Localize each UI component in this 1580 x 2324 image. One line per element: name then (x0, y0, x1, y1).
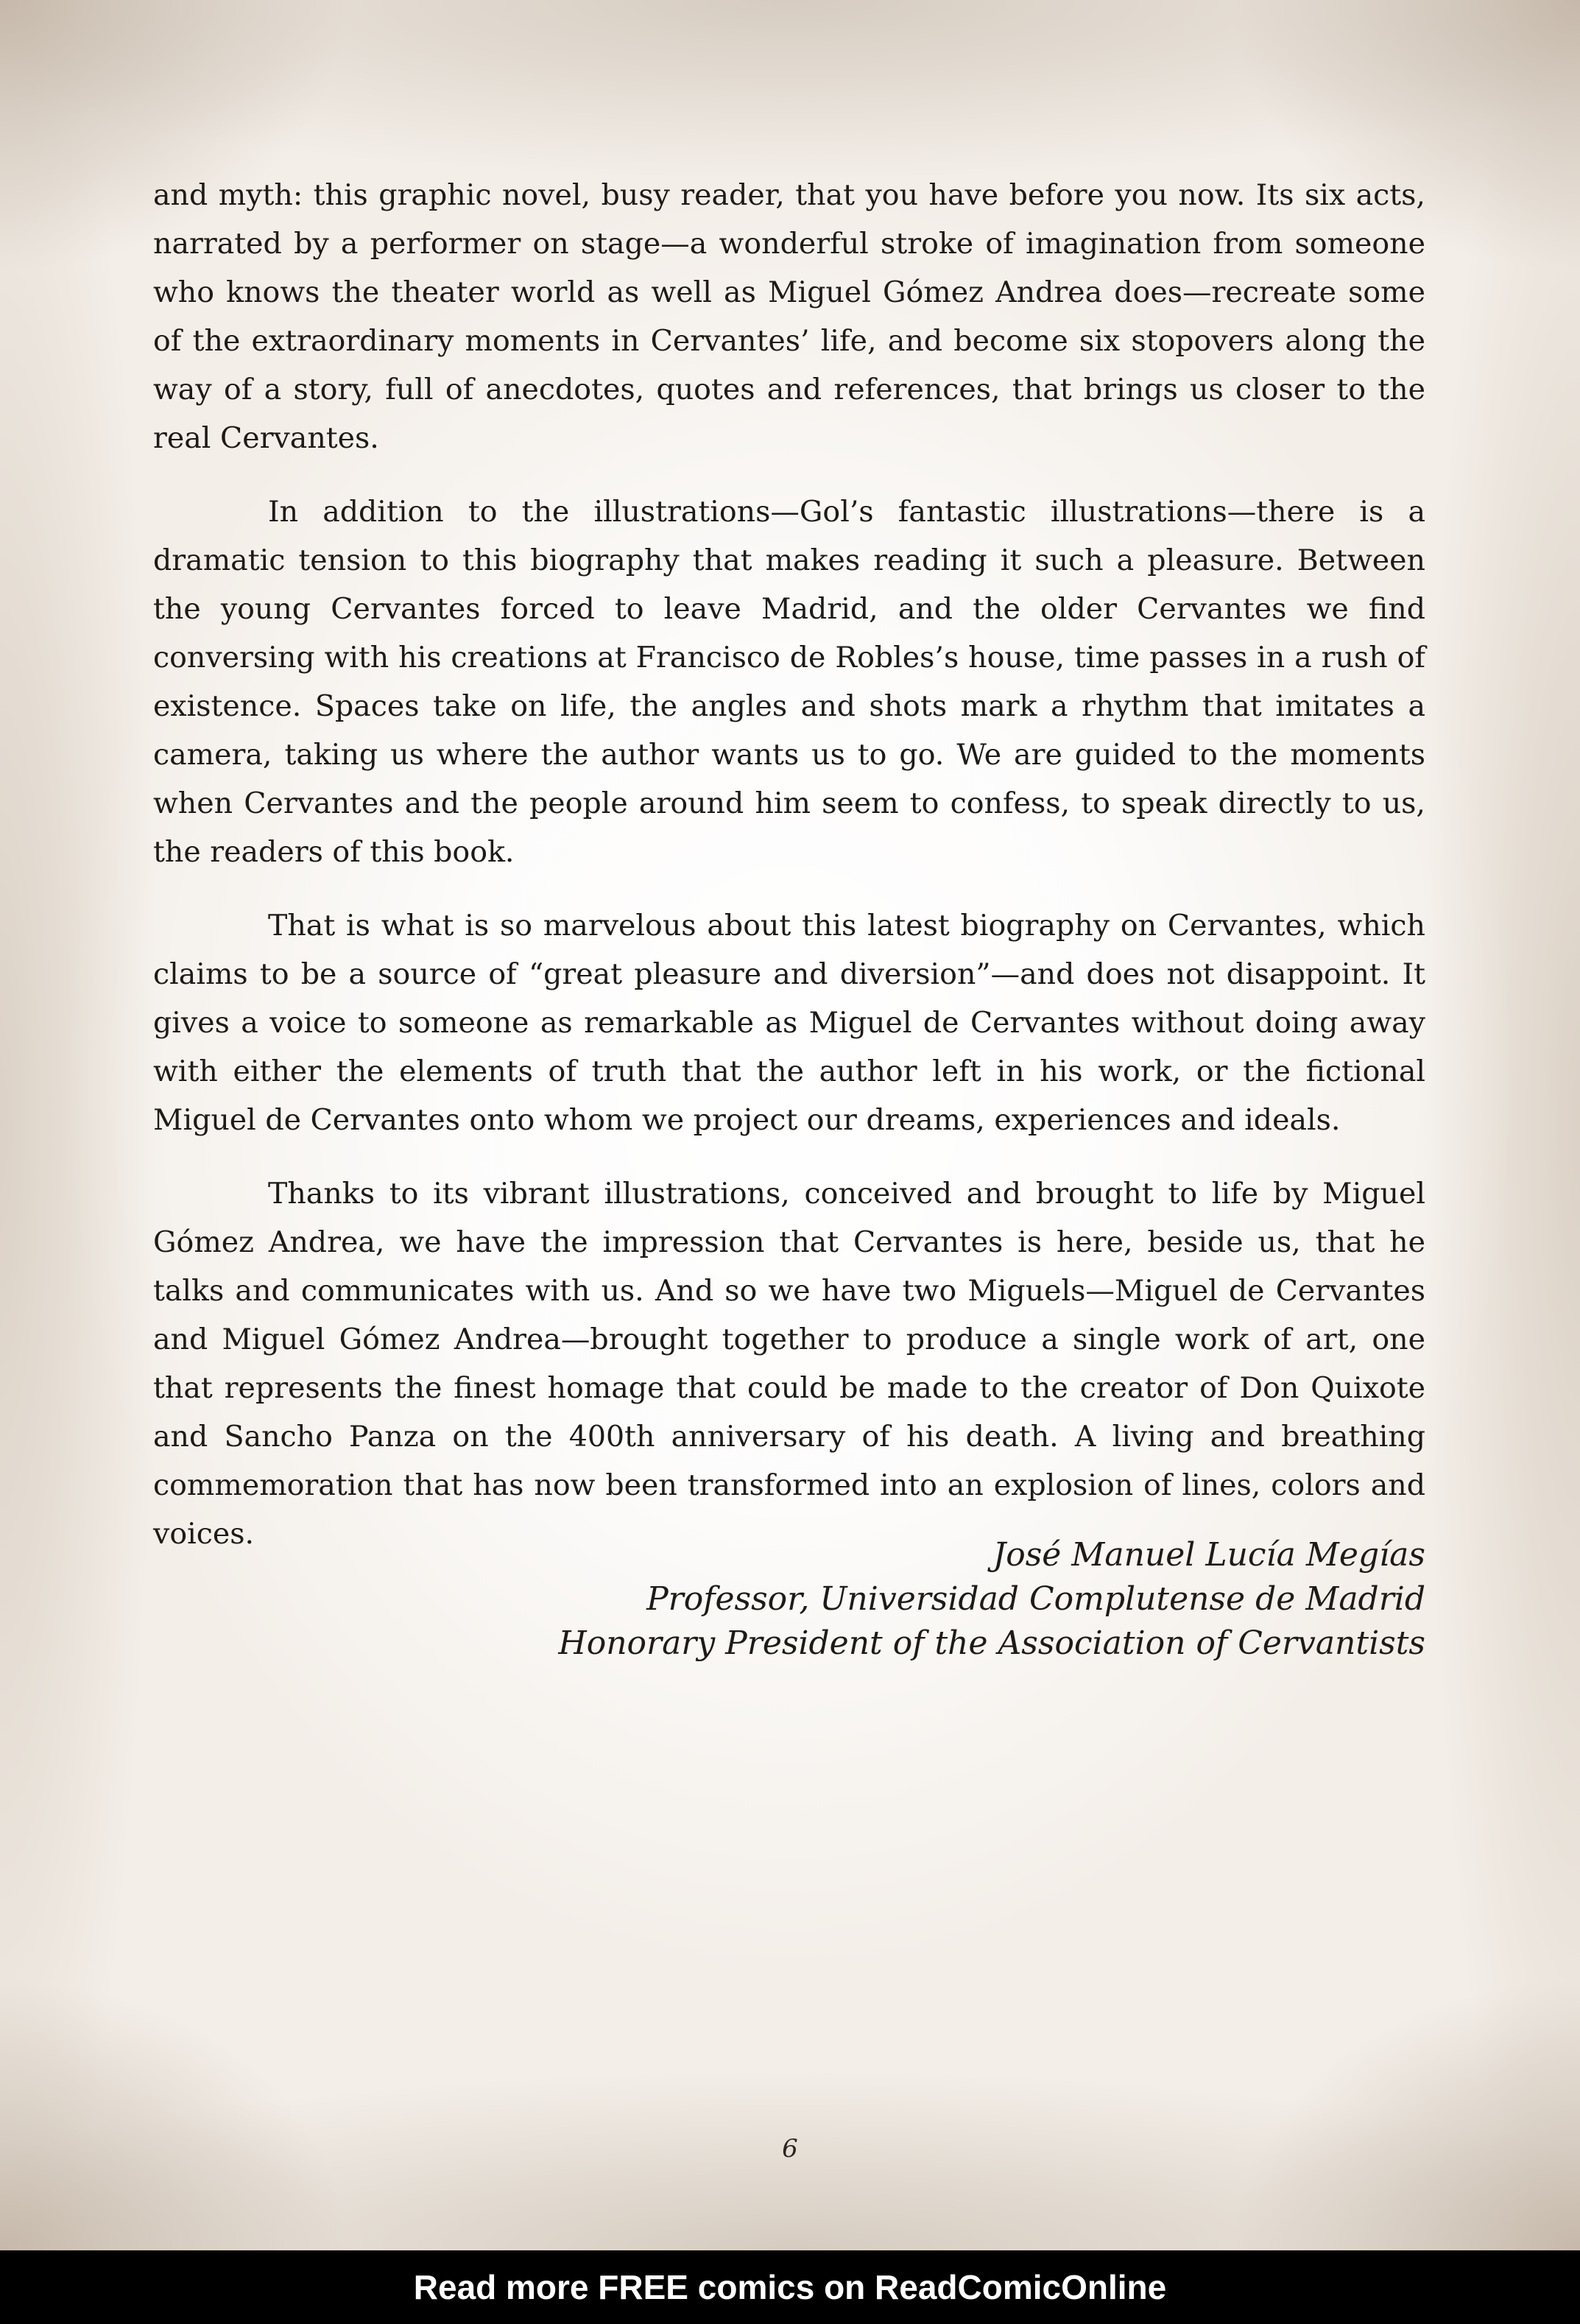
paragraph-4: Thanks to its vibrant illustrations, conceived and brought to life by Miguel Gómez Andrea, we have the impression that Cervantes is here, beside us, that he talks and communicates with us. And so we have two Miguels—Miguel de Cervantes and Miguel Gómez Andrea—brought together to produce a single work of art, one that represents the finest homage that could be made to the creator of Don Quixote and Sancho Panza on the 400th anniversary of his death. A living and breathing commemoration that has now been transformed into an explosion of lines, colors and voices. (153, 1177, 1425, 1551)
paragraph-1: and myth: this graphic novel, busy reader, that you have before you now. Its six acts, narrated by a performer on stage—a wonderful stroke of imagination from someone who knows the theater world as well as Miguel Gómez Andrea does—recreate some of the extraordinary moments in Cervantes’ life, and become six stopovers along the way of a story, full of anecdotes, quotes and references, that brings us closer to the real Cervantes. (153, 178, 1425, 455)
body-text (153, 171, 1425, 1583)
page-number: 6 (782, 2134, 798, 2163)
paragraph-2: In addition to the illustrations—Gol’s fantastic illustrations—there is a dramatic tension to this biography that makes reading it such a pleasure. Between the young Cervantes forced to leave Madrid, and the older Cervantes we find conversing with his creations at Francisco de Robles’s house, time passes in a rush of existence. Spaces take on life, the angles and shots mark a rhythm that imitates a camera, taking us where the author wants us to go. We are guided to the moments when Cervantes and the people around him seem to confess, to speak directly to us, the readers of this book. (153, 495, 1425, 869)
signature-block (395, 1533, 1425, 1666)
paragraph-3: That is what is so marvelous about this latest biography on Cervantes, which claims to be a source of “great pleasure and diversion”—and does not disappoint. It gives a voice to someone as remarkable as Miguel de Cervantes without doing away with either the elements of truth that the author left in his work, or the fictional Miguel de Cervantes onto whom we project our dreams, experiences and ideals. (153, 909, 1425, 1137)
signature-title: Professor, Universidad Complutense de Madrid (646, 1580, 1425, 1618)
read-more-banner-link[interactable]: Read more FREE comics on ReadComicOnline (0, 2250, 1580, 2324)
signature-role: Honorary President of the Association of Cervantists (558, 1624, 1425, 1662)
signature-name: José Manuel Lucía Megías (992, 1536, 1425, 1574)
